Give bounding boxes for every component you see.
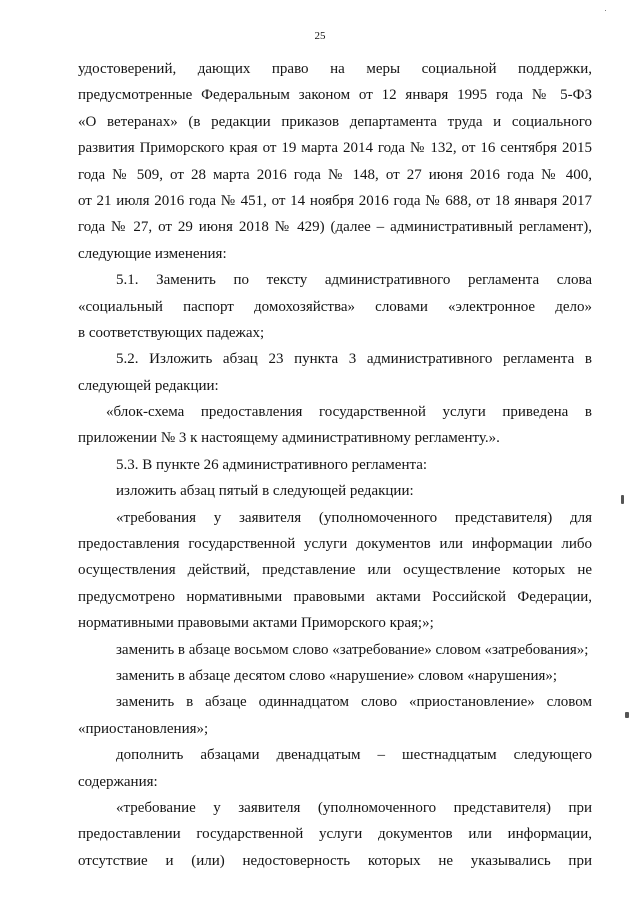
text-line: предоставления государственной услуги документов или информации либо xyxy=(78,536,592,553)
text-line: «требование у заявителя (уполномоченного представителя) при xyxy=(116,799,592,816)
text-line: года № 27, от 29 июня 2018 № 429) (далее – административный регламент), xyxy=(78,219,592,236)
text-line: заменить в абзаце одиннадцатом слово «приостановление» словом xyxy=(116,694,592,711)
text-line: предусмотрено нормативными правовыми актами Российской Федерации, xyxy=(78,588,592,605)
text-line: изложить абзац пятый в следующей редакции: xyxy=(116,483,414,500)
text-line: 5.2. Изложить абзац 23 пункта 3 административного регламента в xyxy=(116,351,592,368)
text-line: развития Приморского края от 19 марта 2014 года № 132, от 16 сентября 2015 xyxy=(78,140,592,157)
text-line: «социальный паспорт домохозяйства» словами «электронное дело» xyxy=(78,298,592,315)
scan-speck xyxy=(621,495,624,504)
text-line: удостоверений, дающих право на меры социальной поддержки, xyxy=(78,61,592,77)
text-line: в соответствующих падежах; xyxy=(78,324,265,341)
text-line: «О ветеранах» (в редакции приказов департамента труда и социального xyxy=(78,113,592,130)
text-line: «приостановления»; xyxy=(78,720,209,737)
text-line: нормативными правовыми актами Приморского края;»; xyxy=(78,615,434,632)
text-line: заменить в абзаце восьмом слово «затребование» словом «затребования»; xyxy=(116,641,589,658)
text-line: «блок-схема предоставления государственной услуги приведена в xyxy=(106,404,592,421)
text-line: отсутствие и (или) недостоверность которых не указывались при xyxy=(78,852,592,869)
text-line: содержания: xyxy=(78,773,158,790)
text-line: следующие изменения: xyxy=(78,245,227,262)
text-line: следующей редакции: xyxy=(78,377,219,394)
text-line: предусмотренные Федеральным законом от 12 января 1995 года № 5-ФЗ xyxy=(78,87,592,104)
text-line: 5.3. В пункте 26 административного регламента: xyxy=(116,456,428,473)
text-line: 5.1. Заменить по тексту административного регламента слова xyxy=(116,272,592,289)
scan-speck xyxy=(605,10,606,11)
text-line: от 21 июля 2016 года № 451, от 14 ноября 2016 года № 688, от 18 января 2017 xyxy=(78,192,592,209)
scan-speck xyxy=(625,712,629,718)
text-line: дополнить абзацами двенадцатым – шестнадцатым следующего xyxy=(116,747,592,764)
document-body xyxy=(78,56,592,874)
text-line: заменить в абзаце десятом слово «нарушение» словом «нарушения»; xyxy=(116,667,558,684)
text-line: «требования у заявителя (уполномоченного представителя) для xyxy=(116,509,592,526)
page-number: 25 xyxy=(314,30,326,42)
text-line: приложении № 3 к настоящему административному регламенту.». xyxy=(78,430,500,447)
text-line: предоставлении государственной услуги документов или информации, xyxy=(78,826,592,843)
text-line: года № 509, от 28 марта 2016 года № 148, от 27 июня 2016 года № 400, xyxy=(78,166,592,183)
text-line: осуществления действий, представление или осуществление которых не xyxy=(78,562,592,579)
